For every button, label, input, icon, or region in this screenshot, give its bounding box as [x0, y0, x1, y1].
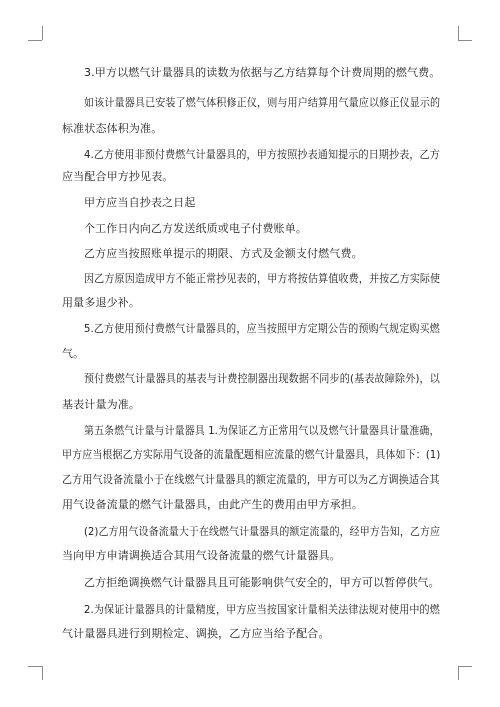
- paragraph-line: 如该计量器具已安装了燃气体积修正仪，则与用户结算用气量应以修正仪显示的: [84, 96, 441, 109]
- paragraph-line: 第五条燃气计量与计量器具 1.为保证乙方正常用气以及燃气计量器具计量准确，: [84, 424, 440, 437]
- paragraph-line: 乙方应当按照账单提示的期限、方式及金额支付燃气费。: [84, 247, 363, 260]
- paragraph-line: 用气设备流量的燃气计量器具，由此产生的费用由甲方承担。: [62, 498, 364, 511]
- paragraph-line: 甲方应当根据乙方实际用气设备的流量配题相应流量的燃气计量器具，具体如下：(1): [62, 448, 441, 461]
- paragraph-line: 预付费燃气计量器具的基表与计费控制器出现数据不同步的(基表故障除外)，以: [84, 372, 440, 385]
- paragraph-line: 2.为保证计量器具的计量精度，甲方应当按国家计量相关法律法规对使用中的燃: [84, 603, 440, 616]
- paragraph-line: 甲方应当自抄表之日起: [84, 196, 196, 209]
- paragraph-line: 当向甲方申请调换适合其用气设备流量的燃气计量器具。: [62, 549, 341, 562]
- paragraph-line: (2)乙方用气设备流量大于在线燃气计量器具的额定流量的，经甲方告知，乙方应: [84, 525, 441, 538]
- paragraph-line: 基表计量为准。: [62, 398, 141, 411]
- paragraph-line: 个工作日内向乙方发送纸质或电子付费账单。: [84, 222, 307, 235]
- paragraph-line: 乙方拒绝调换燃气计量器具且可能影响供气安全的，甲方可以暂停供气。: [84, 576, 440, 589]
- paragraph-line: 因乙方原因造成甲方不能正常抄见表的，甲方将按估算值收费，并按乙方实际使: [84, 272, 441, 285]
- paragraph-line: 3.甲方以燃气计量器具的读数为依据与乙方结算每个计费周期的燃气费。: [84, 66, 441, 79]
- paragraph-line: 标准状态体积为准。: [62, 122, 163, 135]
- paragraph-line: 4.乙方使用非预付费燃气计量器具的，甲方按照抄表通知提示的日期抄表，乙方: [84, 148, 440, 161]
- paragraph-line: 乙方用气设备流量小于在线燃气计量器具的额定流量的，甲方可以为乙方调换适合其: [62, 473, 440, 486]
- paragraph-line: 用量多退少补。: [62, 296, 141, 309]
- paragraph-line: 应当配合甲方抄见表。: [62, 170, 174, 183]
- paragraph-line: 气。: [62, 347, 85, 360]
- paragraph-line: 5.乙方使用预付费燃气计量器具的，应当按照甲方定期公告的预购气规定购买燃: [84, 322, 440, 335]
- paragraph-line: 气计量器具进行到期检定、调换，乙方应当给予配合。: [62, 627, 330, 640]
